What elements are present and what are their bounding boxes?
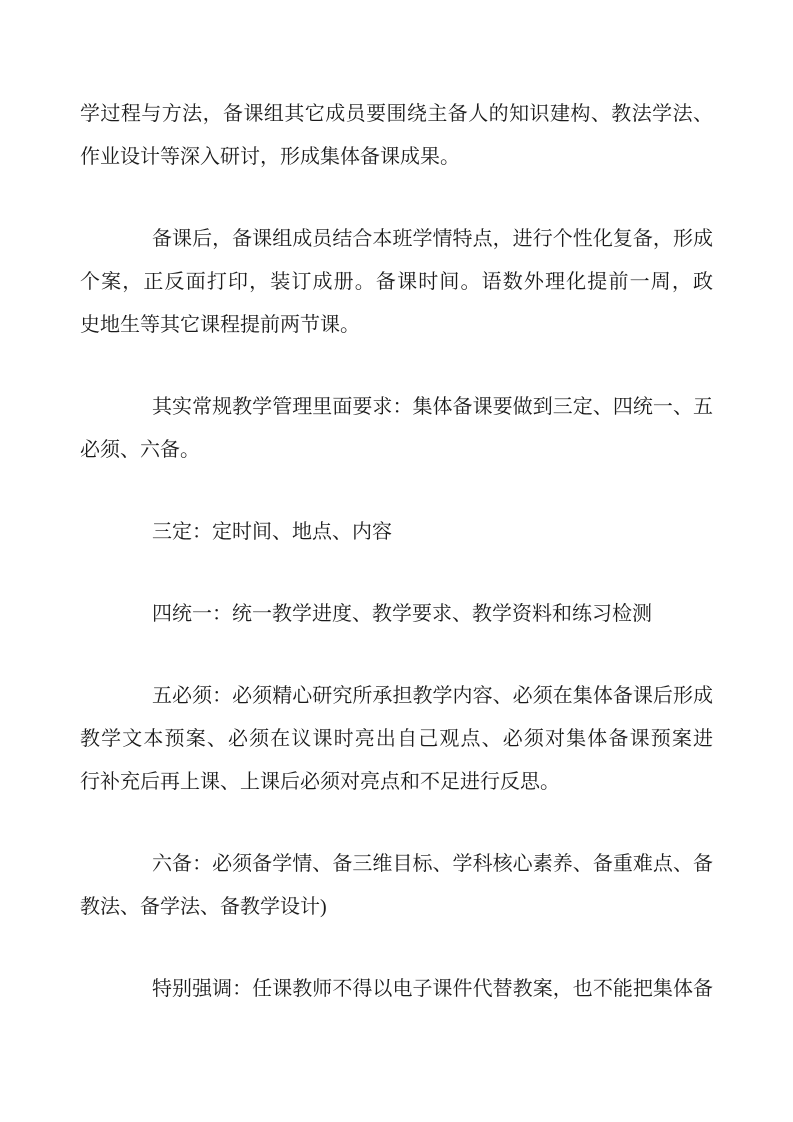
text-line [80,593,713,636]
text-line [80,386,713,429]
text-line [80,136,713,179]
text-line-content: 史地生等其它课程提前两节课。 [80,314,360,336]
text-line-content: 教法、备学法、备教学设计) [80,896,327,918]
text-line-content: 行补充后再上课、上课后必须对亮点和不足进行反思。 [80,771,560,793]
text-line-content: 五必须：必须精心研究所承担教学内容、必须在集体备课后形成 [152,685,714,707]
text-line-content: 教学文本预案、必须在议课时亮出自己观点、必须对集体备课预案进 [80,728,715,750]
text-line-content: 备课后，备课组成员结合本班学情特点，进行个性化复备，形成 [152,228,714,250]
text-line-content: 六备：必须备学情、备三维目标、学科核心素养、备重难点、备 [152,853,714,875]
text-line [80,718,713,761]
text-line-content: 作业设计等深入研讨，形成集体备课成果。 [80,146,460,168]
paragraph-5 [80,593,713,636]
text-line-content: 三定：定时间、地点、内容 [152,521,392,543]
text-line [80,93,713,136]
text-line [80,761,713,804]
paragraph-6 [80,675,713,804]
text-line [80,429,713,472]
text-line [80,304,713,347]
paragraph-1 [80,93,713,179]
text-line [80,968,713,1011]
text-line-content: 必须、六备。 [80,439,200,461]
text-line [80,218,713,261]
text-line [80,843,713,886]
paragraph-3 [80,386,713,472]
text-line [80,886,713,929]
paragraph-7 [80,843,713,929]
paragraph-4 [80,511,713,554]
text-line-content: 学过程与方法，备课组其它成员要围绕主备人的知识建构、教法学法、 [80,103,714,125]
paragraph-8 [80,968,713,1011]
text-line-content: 特别强调：任课教师不得以电子课件代替教案，也不能把集体备 [152,978,714,1000]
text-line-content: 四统一：统一教学进度、教学要求、教学资料和练习检测 [152,603,652,625]
text-line [80,511,713,554]
text-line-content: 其实常规教学管理里面要求：集体备课要做到三定、四统一、五 [152,396,714,418]
text-line [80,261,713,304]
paragraph-2 [80,218,713,347]
text-line-content: 个案，正反面打印，装订成册。备课时间。语数外理化提前一周，政 [80,271,715,293]
text-line [80,675,713,718]
